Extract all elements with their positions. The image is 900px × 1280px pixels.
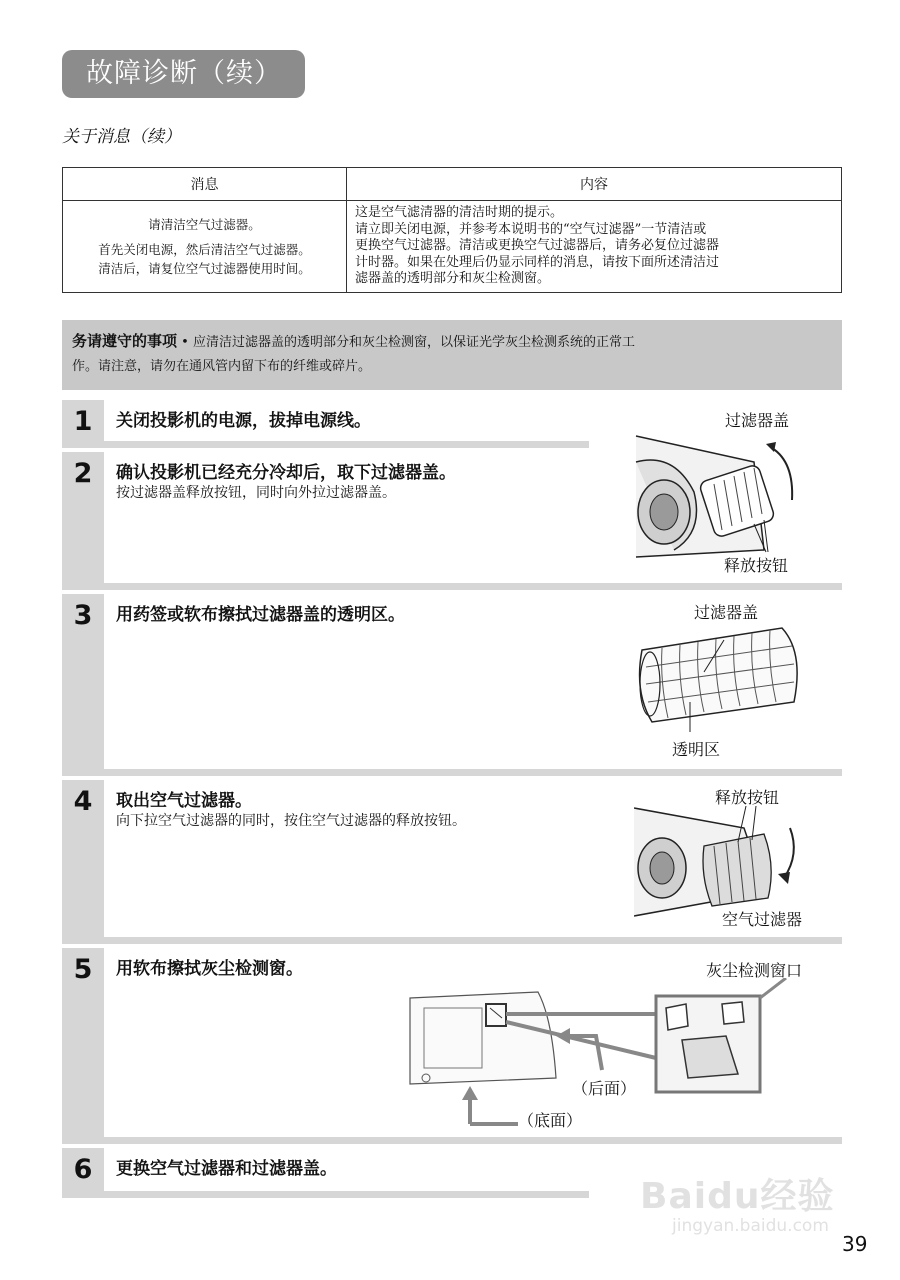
step-title: 确认投影机已经充分冷却后，取下过滤器盖。 bbox=[116, 463, 456, 483]
label-dust-window: 灰尘检测窗口 bbox=[706, 961, 803, 980]
label-air-filter: 空气过滤器 bbox=[722, 910, 803, 929]
content-cell bbox=[347, 201, 842, 293]
filter-cover-illustration bbox=[632, 622, 808, 734]
step-title: 用软布擦拭灰尘检测窗。 bbox=[116, 959, 303, 979]
page-number: 39 bbox=[842, 1232, 868, 1256]
message-line: 清洁后，请复位空气过滤器使用时间。 bbox=[98, 260, 311, 276]
notice-text: • 应清洁过滤器盖的透明部分和灰尘检测窗，以保证光学灰尘检测系统的正常工 bbox=[177, 335, 635, 350]
content-line: 这是空气滤清器的清洁时期的提示。 bbox=[355, 205, 564, 220]
step-number: 4 bbox=[73, 786, 93, 817]
step-number: 5 bbox=[73, 954, 93, 985]
dust-window-illustration bbox=[406, 978, 818, 1130]
label-filter-cover-2: 过滤器盖 bbox=[694, 603, 759, 622]
message-line: 请清洁空气过滤器。 bbox=[148, 216, 261, 232]
step-title: 取出空气过滤器。 bbox=[116, 791, 252, 811]
notice-label: 务请遵守的事项 bbox=[72, 332, 178, 350]
label-rear: （后面） bbox=[572, 1079, 637, 1098]
content-line: 更换空气过滤器。清洁或更换空气过滤器后，请务必复位过滤器 bbox=[355, 238, 720, 253]
message-cell bbox=[63, 201, 347, 293]
content-line: 请立即关闭电源，并参考本说明书的“空气过滤器”一节清洁或 bbox=[355, 221, 707, 237]
step-number: 2 bbox=[73, 458, 93, 489]
content-line: 滤器盖的透明部分和灰尘检测窗。 bbox=[355, 271, 551, 286]
notice-text-continued: 作。请注意，请勿在通风管内留下布的纤维或碎片。 bbox=[72, 359, 372, 374]
step-title: 用药签或软布擦拭过滤器盖的透明区。 bbox=[116, 605, 405, 625]
baidu-watermark bbox=[640, 1150, 850, 1240]
content-line: 计时器。如果在处理后仍显示同样的消息，请按下面所述清洁过 bbox=[355, 254, 720, 270]
step-title: 关闭投影机的电源，拔掉电源线。 bbox=[116, 411, 371, 431]
message-table bbox=[62, 167, 842, 293]
column-header-message: 消息 bbox=[63, 168, 347, 201]
message-line: 首先关闭电源，然后清洁空气过滤器。 bbox=[98, 241, 311, 257]
label-release-button-2: 释放按钮 bbox=[715, 788, 780, 807]
label-transparent-area: 透明区 bbox=[672, 740, 721, 759]
section-subtitle: 关于消息（续） bbox=[62, 127, 181, 147]
projector-air-filter-illustration bbox=[634, 806, 804, 918]
label-bottom: （底面） bbox=[518, 1111, 583, 1130]
column-header-content: 内容 bbox=[347, 168, 842, 201]
projector-filter-cover-illustration bbox=[634, 432, 804, 562]
table-row bbox=[63, 201, 842, 293]
label-filter-cover: 过滤器盖 bbox=[725, 411, 790, 430]
page-title: 故障诊断（续） bbox=[62, 50, 305, 98]
step-number: 1 bbox=[73, 406, 93, 437]
watermark-url: jingyan.baidu.com bbox=[672, 1216, 829, 1236]
watermark-brand: Baidu经验 bbox=[640, 1176, 835, 1217]
step-number: 6 bbox=[73, 1154, 93, 1185]
step-description: 向下拉空气过滤器的同时，按住空气过滤器的释放按钮。 bbox=[116, 813, 466, 829]
table-header-row bbox=[63, 168, 842, 201]
step-description: 按过滤器盖释放按钮，同时向外拉过滤器盖。 bbox=[116, 485, 396, 501]
step-title: 更换空气过滤器和过滤器盖。 bbox=[116, 1159, 337, 1179]
label-release-button: 释放按钮 bbox=[724, 556, 789, 575]
step-number: 3 bbox=[73, 600, 93, 631]
notice-box bbox=[62, 320, 842, 390]
